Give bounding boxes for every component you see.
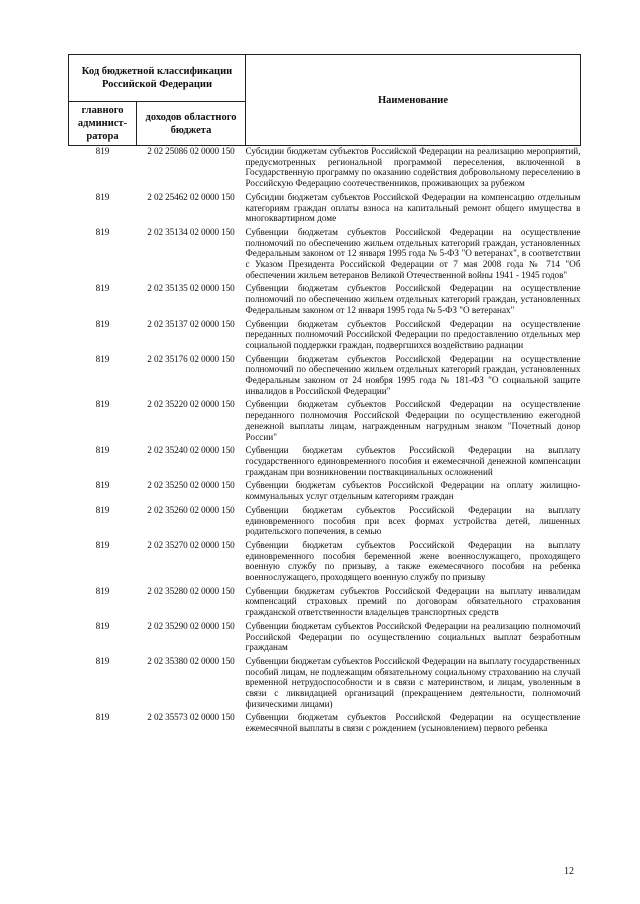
row-description: Субвенции бюджетам субъектов Российской Федерации на осуществление полномочий по обеспечению жильем отдельных категорий граждан, установленных Федеральным законом от 12 января 1995 года № 5-ФЗ "О ветеранах" bbox=[245, 283, 581, 315]
admin-code: 819 bbox=[95, 655, 110, 666]
table-row bbox=[69, 712, 581, 736]
row-description: Субвенции бюджетам субъектов Российской Федерации на оплату жилищно-коммунальных услуг отдельным категориям граждан bbox=[245, 480, 581, 502]
budget-classification-table bbox=[68, 54, 581, 737]
admin-code: 819 bbox=[95, 585, 110, 596]
table-row bbox=[69, 656, 581, 713]
admin-code: 819 bbox=[95, 283, 110, 294]
budget-code: 2 02 35280 02 0000 150 bbox=[147, 585, 235, 596]
admin-code: 819 bbox=[95, 318, 110, 329]
table-row bbox=[69, 227, 581, 284]
table-row bbox=[69, 146, 581, 192]
admin-code: 819 bbox=[95, 399, 110, 410]
budget-code: 2 02 25086 02 0000 150 bbox=[147, 146, 235, 156]
budget-code: 2 02 35380 02 0000 150 bbox=[147, 655, 235, 666]
admin-code: 819 bbox=[95, 539, 110, 550]
admin-code: 819 bbox=[95, 712, 110, 723]
table-row bbox=[69, 586, 581, 621]
admin-code: 819 bbox=[95, 146, 110, 156]
table-header bbox=[69, 55, 581, 146]
table-row bbox=[69, 621, 581, 656]
budget-code: 2 02 35134 02 0000 150 bbox=[147, 226, 235, 237]
table-row bbox=[69, 354, 581, 400]
table-row bbox=[69, 192, 581, 227]
table-row bbox=[69, 505, 581, 540]
table-row bbox=[69, 319, 581, 354]
header-code-group: Код бюджетной классификации Российской Федерации bbox=[69, 55, 246, 102]
header-admin: главного админист-ратора bbox=[69, 102, 137, 146]
table-row bbox=[69, 480, 581, 504]
budget-code: 2 02 35573 02 0000 150 bbox=[147, 712, 235, 723]
row-description: Субвенции бюджетам субъектов Российской Федерации на выплату государственного единовременного пособия и ежемесячной денежной компенсации гражданам при возникновении поствакцинальных осложнений bbox=[245, 445, 581, 477]
table-body bbox=[69, 146, 581, 737]
row-description: Субвенции бюджетам субъектов Российской Федерации на выплату инвалидам компенсаций страховых премий по договорам обязательного страхования гражданской ответственности владельцев транспортных средств bbox=[245, 585, 581, 618]
admin-code: 819 bbox=[95, 620, 110, 631]
table-row bbox=[69, 283, 581, 318]
row-description: Субвенции бюджетам субъектов Российской Федерации на осуществление полномочий по обеспечению жильем отдельных категорий граждан, установленных Федеральным законом от 24 ноября 1995 года № 181-ФЗ "О социальной защите инвалидов в Российской Федерации" bbox=[245, 353, 581, 396]
budget-code: 2 02 35220 02 0000 150 bbox=[147, 399, 235, 410]
budget-code: 2 02 35270 02 0000 150 bbox=[147, 539, 235, 550]
row-description: Субвенции бюджетам субъектов Российской Федерации на осуществление переданных полномочий Российской Федерации по предоставлению отдельных мер социальной поддержки граждан, подвергшихся воздействию радиации bbox=[245, 318, 581, 350]
admin-code: 819 bbox=[95, 191, 110, 202]
budget-code: 2 02 35260 02 0000 150 bbox=[147, 504, 235, 515]
budget-code: 2 02 35290 02 0000 150 bbox=[147, 620, 235, 631]
admin-code: 819 bbox=[95, 504, 110, 515]
admin-code: 819 bbox=[95, 480, 110, 491]
admin-code: 819 bbox=[95, 353, 110, 364]
row-description: Субвенции бюджетам субъектов Российской Федерации на осуществление полномочий по обеспечению жильем отдельных категорий граждан, установленных Федеральным законом от 12 января 1995 года № 5-ФЗ "О ветеранах", в соответствии с Указом Президента Российской Федерации от 7 мая 2008 года № 714 "Об обеспечении жильем ветеранов Великой Отечественной войны 1941 - 1945 годов" bbox=[245, 226, 581, 280]
budget-code: 2 02 25462 02 0000 150 bbox=[147, 191, 235, 202]
row-description: Субсидии бюджетам субъектов Российской Федерации на реализацию мероприятий, предусмотренных региональной программой переселения, включенной в Государственную программу по оказанию содействия добровольному переселению в Российскую Федерацию соотечественников, проживающих за рубежом bbox=[245, 146, 581, 189]
header-name: Наименование bbox=[246, 55, 581, 146]
row-description: Субвенции бюджетам субъектов Российской Федерации на осуществление ежемесячной выплаты в связи с рождением (усыновлением) первого ребенка bbox=[245, 712, 581, 734]
row-description: Субвенции бюджетам субъектов Российской Федерации на осуществление переданного полномочия Российской Федерации по осуществлению ежегодной денежной выплаты лицам, награжденным нагрудным знаком "Почетный донор России" bbox=[245, 399, 581, 442]
admin-code: 819 bbox=[95, 226, 110, 237]
budget-code: 2 02 35135 02 0000 150 bbox=[147, 283, 235, 294]
row-description: Субвенции бюджетам субъектов Российской Федерации на выплату единовременного пособия беременной жене военнослужащего, проходящего военную службу по призыву, а также ежемесячного пособия на ребенка военнослужащего, проходящего военную службу по призыву bbox=[245, 539, 581, 583]
table-row bbox=[69, 399, 581, 445]
budget-code: 2 02 35176 02 0000 150 bbox=[147, 353, 235, 364]
row-description: Субвенции бюджетам субъектов Российской Федерации на реализацию полномочий Российской Федерации по осуществлению социальных выплат безработным гражданам bbox=[245, 620, 581, 653]
row-description: Субвенции бюджетам субъектов Российской Федерации на выплату государственных пособий лицам, не подлежащим обязательному социальному страхованию на случай временной нетрудоспособности и в связи с материнством, и лицам, уволенным в связи с ликвидацией организаций (прекращением деятельности, полномочий физическими лицами) bbox=[245, 655, 581, 709]
budget-code: 2 02 35137 02 0000 150 bbox=[147, 318, 235, 329]
budget-code: 2 02 35250 02 0000 150 bbox=[147, 480, 235, 491]
budget-code: 2 02 35240 02 0000 150 bbox=[147, 445, 235, 456]
table-row bbox=[69, 445, 581, 480]
row-description: Субвенции бюджетам субъектов Российской Федерации на выплату единовременного пособия при всех формах устройства детей, лишенных родительского попечения, в семью bbox=[245, 504, 581, 537]
row-description: Субсидии бюджетам субъектов Российской Федерации на компенсацию отдельным категориям граждан оплаты взноса на капитальный ремонт общего имущества в многоквартирном доме bbox=[245, 191, 581, 224]
table-row bbox=[69, 540, 581, 586]
admin-code: 819 bbox=[95, 445, 110, 456]
header-income: доходов областного бюджета bbox=[137, 102, 246, 146]
page-number: 12 bbox=[564, 866, 574, 877]
